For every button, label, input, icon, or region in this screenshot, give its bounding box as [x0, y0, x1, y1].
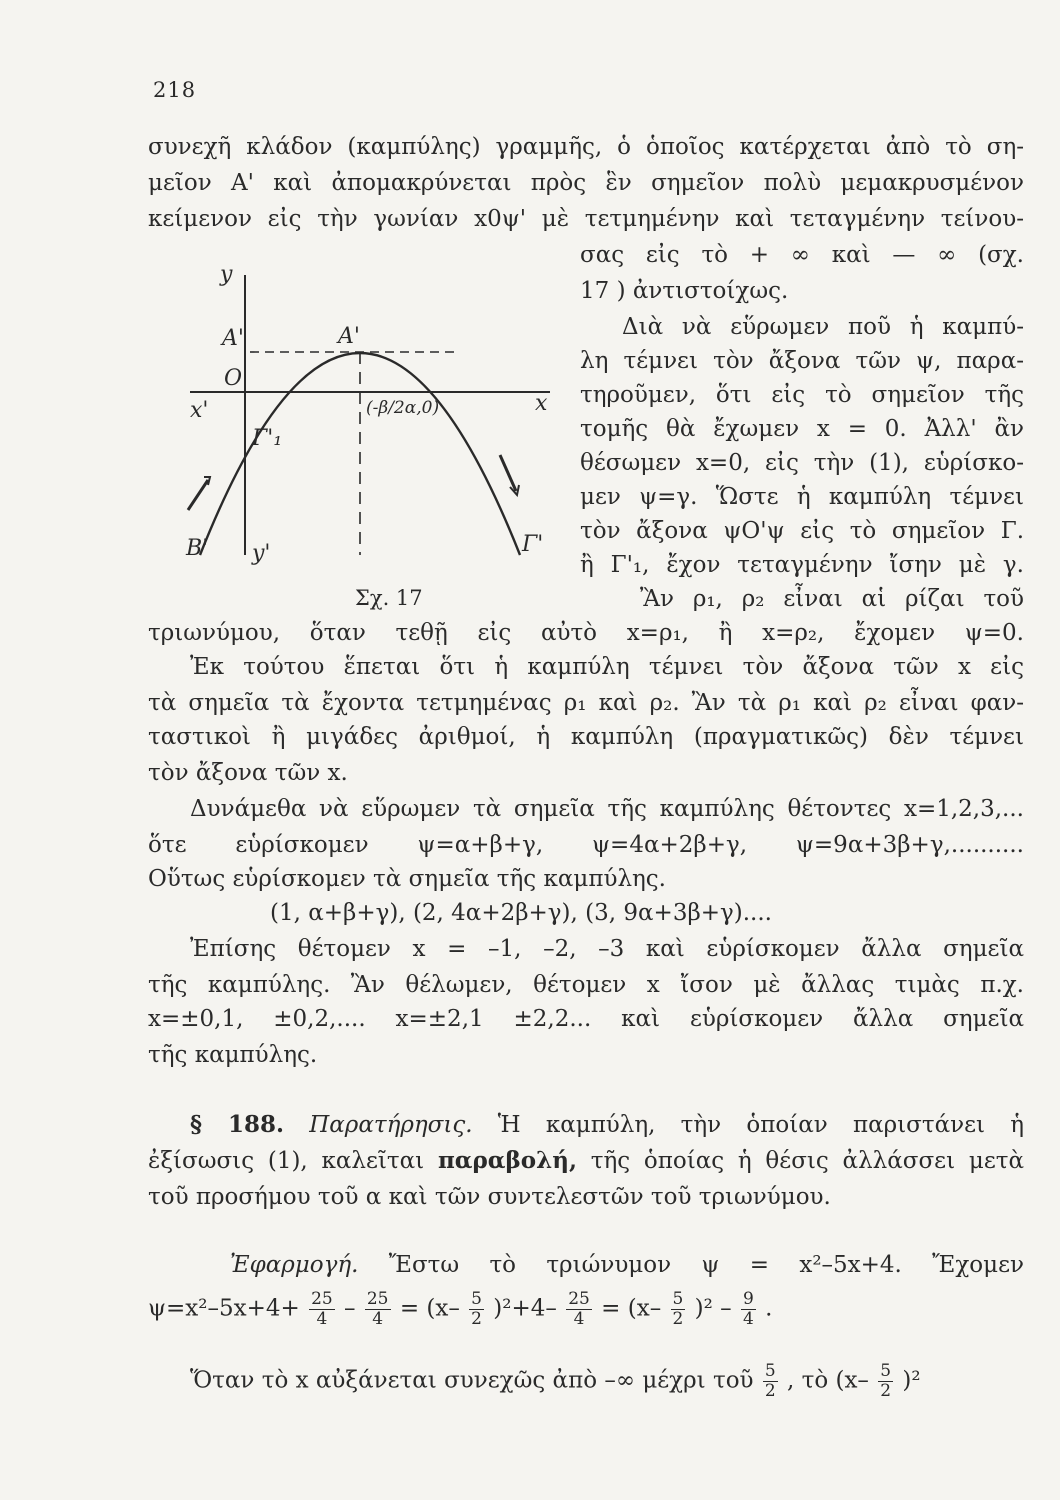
text-line: ἢ Γ'₁, ἔχον τεταγμένην ἴσην μὲ γ.	[580, 552, 1024, 578]
arrow-left	[188, 480, 208, 510]
parabola-figure	[160, 255, 570, 585]
label-y: y	[220, 262, 233, 287]
text-line: τὸν ἄξονα τῶν x.	[148, 760, 348, 786]
text-line: τῆς καμπύλης. Ἂν θέλωμεν, θέτομεν x ἴσον μὲ ἄλλας τιμὰς π.χ.	[148, 972, 1024, 998]
text-line: Οὕτως εὑρίσκομεν τὰ σημεῖα τῆς καμπύλης.	[148, 866, 666, 892]
text-line: συνεχῆ κλάδον (καμπύλης) γραμμῆς, ὁ ὁποῖος κατέρχεται ἀπὸ τὸ ση-	[148, 134, 1024, 160]
text-line: μεν ψ=γ. Ὥστε ἡ καμπύλη τέμνει	[580, 484, 1024, 510]
label-x-left: x'	[190, 398, 209, 423]
page-number: 218	[153, 78, 197, 102]
text-line: μεῖον Α' καὶ ἀπομακρύνεται πρὸς ἓν σημεῖον πολὺ μεμακρυσμένον	[148, 170, 1024, 196]
text-line: τομῆς θὰ ἔχωμεν x = 0. Ἀλλ' ἂν	[580, 416, 1024, 442]
text-line: τὰ σημεῖα τὰ ἔχοντα τετμημένας ρ₁ καὶ ρ₂. Ἂν τὰ ρ₁ καὶ ρ₂ εἶναι φαν-	[148, 690, 1024, 716]
text-line: x=±0,1, ±0,2,.... x=±2,1 ±2,2... καὶ εὑρίσκομεν ἄλλα σημεῖα	[148, 1006, 1024, 1032]
text-line: σας εἰς τὸ + ∞ καὶ — ∞ (σχ.	[580, 242, 1024, 268]
text-line: Διὰ νὰ εὕρωμεν ποῦ ἡ καμπύ-	[622, 314, 1024, 340]
label-origin: O	[224, 366, 243, 391]
text-line: Ἐπίσης θέτομεν x = –1, –2, –3 καὶ εὑρίσκομεν ἄλλα σημεῖα	[190, 936, 1024, 962]
equation-line: Ὅταν τὸ x αὐξάνεται συνεχῶς ἀπὸ –∞ μέχρι τοῦ $\frac{5}{2}$ , τὸ (x– $\frac{5}{2}$ )²	[190, 1361, 921, 1401]
application-line: Ἐφαρμογή. Ἔστω τὸ τριώνυμον ψ = x²–5x+4. Ἔχομεν	[230, 1252, 1024, 1278]
text-line: ἐξίσωσις (1), καλεῖται παραβολή, τῆς ὁποίας ἡ θέσις ἀλλάσσει μετὰ	[148, 1147, 1024, 1174]
section-number: § 188.	[190, 1111, 284, 1138]
label-x-right: x	[535, 391, 548, 416]
application-label: Ἐφαρμογή.	[230, 1252, 359, 1278]
text-line: τῆς καμπύλης.	[148, 1042, 318, 1068]
text-line: κείμενον εἰς τὴν γωνίαν x0ψ' μὲ τετμημένην καὶ τεταγμένην τείνου-	[148, 206, 1024, 232]
text-line: τριωνύμου, ὅταν τεθῇ εἰς αὐτὸ x=ρ₁, ἢ x=ρ₂, ἔχομεν ψ=0.	[148, 620, 1024, 646]
text-line: Δυνάμεθα νὰ εὕρωμεν τὰ σημεῖα τῆς καμπύλης θέτοντες x=1,2,3,...	[190, 796, 1024, 822]
text-line: λη τέμνει τὸν ἄξονα τῶν ψ, παρα-	[580, 348, 1024, 374]
text-line: ταστικοὶ ἢ μιγάδες ἀριθμοί, ἡ καμπύλη (πραγματικῶς) δὲν τέμνει	[148, 724, 1024, 750]
text-line: τηροῦμεν, ὅτι εἰς τὸ σημεῖον τῆς	[580, 382, 1024, 408]
equation: ψ=x²–5x+4+ $\frac{25}{4}$ – $\frac{25}{4}$ = (x– $\frac{5}{2}$ )²+4– $\frac{25}{4}$ = (x– $\frac{5}{2}$ )² – $\frac{9}{4}$ .	[148, 1289, 773, 1329]
arrow-right	[500, 455, 516, 491]
text-line: 17 ) ἀντιστοίχως.	[580, 278, 789, 304]
section-title: Παρατήρησις.	[309, 1112, 473, 1138]
label-vertex-coord: (-β/2α,0)	[366, 398, 440, 418]
label-g1: Γ'₁	[252, 426, 283, 451]
text-line: Ἂν ρ₁, ρ₂ εἶναι αἱ ρίζαι τοῦ	[640, 586, 1024, 612]
text-line: τοῦ προσήμου τοῦ α καὶ τῶν συντελεστῶν τοῦ τριωνύμου.	[148, 1184, 831, 1210]
label-a-left: Α'	[222, 326, 244, 351]
text-line: θέσωμεν x=0, εἰς τὴν (1), εὑρίσκο-	[580, 450, 1024, 476]
text-line: τὸν ἄξονα ψΟ'ψ εἰς τὸ σημεῖον Γ.	[580, 518, 1024, 544]
label-g: Γ'	[522, 532, 544, 557]
text-line: (1, α+β+γ), (2, 4α+2β+γ), (3, 9α+3β+γ)....	[270, 900, 772, 926]
text-line: Ἐκ τούτου ἕπεται ὅτι ἡ καμπύλη τέμνει τὸν ἄξονα τῶν x εἰς	[190, 654, 1024, 680]
label-b: Β'	[186, 536, 209, 561]
section-text: Ἡ καμπύλη, τὴν ὁποίαν παριστάνει ἡ	[497, 1112, 1025, 1138]
section-heading-line	[190, 1110, 1024, 1140]
figure-caption: Σχ. 17	[355, 586, 423, 610]
text-line: ὅτε εὑρίσκομεν ψ=α+β+γ, ψ=4α+2β+γ, ψ=9α+3β+γ,..........	[148, 832, 1024, 858]
label-y-prime: y'	[252, 541, 271, 566]
term-parabola: παραβολή,	[437, 1147, 577, 1174]
label-a-vertex: Α'	[338, 324, 360, 349]
